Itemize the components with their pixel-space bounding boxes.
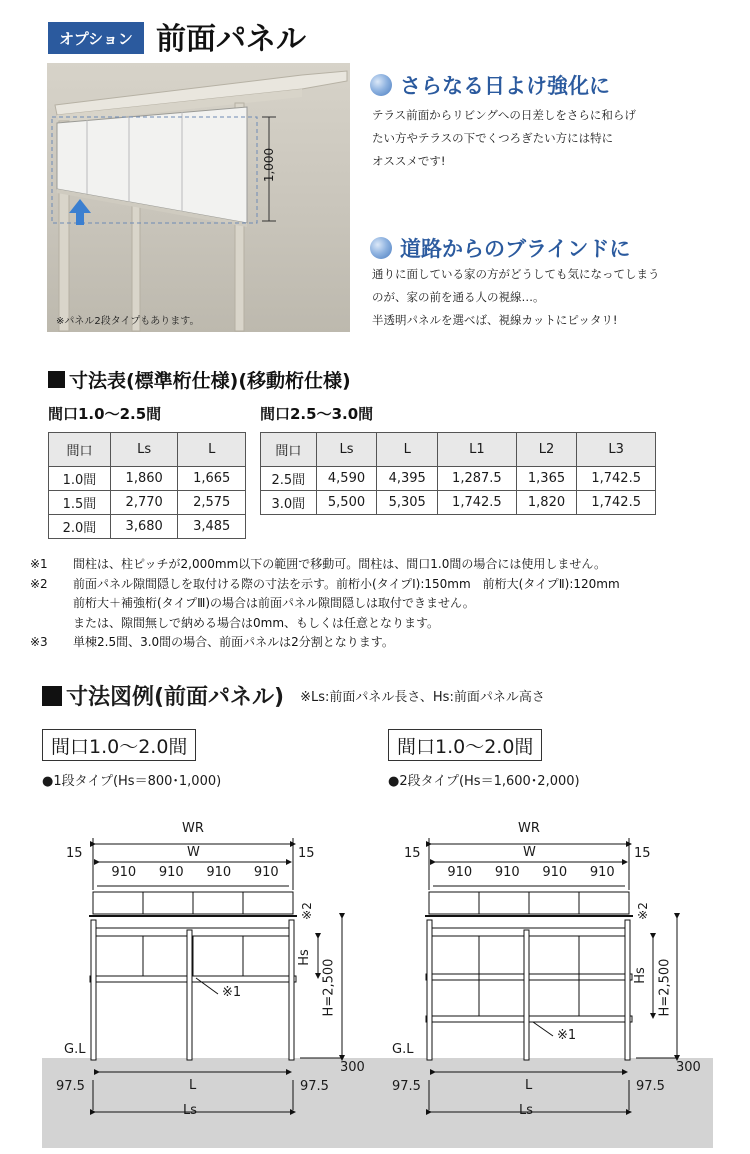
side-label-right: 15 <box>298 846 315 861</box>
note-row <box>30 594 620 614</box>
table-cell: 2.5間 <box>261 467 317 491</box>
feature-line: テラス前面からリビングへの日差しをさらに和らげ <box>372 108 636 122</box>
diagram-type-2: ●2段タイプ(Hs＝1,600･2,000) <box>388 774 580 789</box>
section-note: ※Ls:前面パネル長さ、Hs:前面パネル高さ <box>300 690 545 705</box>
edge-label-right: 97.5 <box>636 1079 665 1094</box>
gl-label: G.L <box>64 1042 86 1057</box>
feature-heading-1 <box>370 70 610 100</box>
table-row <box>261 467 656 491</box>
table-cell: 1.0間 <box>49 467 111 491</box>
table-cell: 5,500 <box>316 491 377 515</box>
dimension-table-2 <box>260 432 656 515</box>
feature-line: たい方やテラスの下でくつろぎたい方には特に <box>372 131 614 145</box>
note-row <box>30 614 620 634</box>
note1-label: ※1 <box>222 985 242 1000</box>
pitch-label: 910 <box>253 865 279 880</box>
feature-text-1 <box>372 104 636 173</box>
table-cell: 1.5間 <box>49 491 111 515</box>
square-bullet-icon <box>42 686 62 706</box>
bullet-icon <box>370 237 392 259</box>
square-bullet-icon <box>48 371 65 388</box>
dimension-table-heading <box>48 366 351 393</box>
side-label-left: 15 <box>66 846 83 861</box>
table-cell: 2,770 <box>110 491 178 515</box>
page-title: 前面パネル <box>156 22 306 57</box>
table1-title: 間口1.0～2.5間 <box>48 405 162 423</box>
diagram-heading <box>42 680 545 711</box>
feature-heading-2 <box>370 233 630 263</box>
note-mark: ※2 <box>30 576 48 591</box>
note2-label: ※2 <box>299 902 314 920</box>
table-row <box>49 491 246 515</box>
edge-label-right: 97.5 <box>300 1079 329 1094</box>
table-row <box>49 467 246 491</box>
table-cell: 3,680 <box>110 515 178 539</box>
note-text: または、隙間無しで納める場合は0mm、もしくは任意となります。 <box>73 615 440 630</box>
feature-text-2 <box>372 263 660 332</box>
table-cell: 2.0間 <box>49 515 111 539</box>
feature-line: 通りに面している家の方がどうしても気になってしまう <box>372 267 660 281</box>
terrace-illustration <box>47 63 350 332</box>
dimension-table-1 <box>48 432 246 539</box>
hs-label: Hs <box>296 949 312 966</box>
table-cell: 1,742.5 <box>577 491 656 515</box>
table-header-cell: 間口 <box>49 433 111 467</box>
table-cell: 1,742.5 <box>438 491 517 515</box>
table-cell: 1,287.5 <box>438 467 517 491</box>
table-row <box>261 491 656 515</box>
table-cell: 1,820 <box>516 491 577 515</box>
ls-label: Ls <box>519 1103 534 1118</box>
note-mark: ※3 <box>30 635 48 649</box>
bullet-icon <box>370 74 392 96</box>
table-header-cell: 間口 <box>261 433 317 467</box>
table-header-cell: L2 <box>516 433 577 467</box>
hs-label: Hs <box>632 967 648 984</box>
pitch-label: 910 <box>447 865 473 880</box>
table-header-cell: Ls <box>110 433 178 467</box>
table-header-cell: L <box>178 433 246 467</box>
l-label: L <box>525 1078 533 1093</box>
note-text: 間柱は、柱ピッチが2,000mm以下の範囲で移動可。間柱は、間口1.0間の場合には使用しません。 <box>73 557 607 571</box>
table-cell: 3.0間 <box>261 491 317 515</box>
section-title: 寸法図例(前面パネル) <box>66 685 285 710</box>
edge-label-left: 97.5 <box>56 1079 85 1094</box>
ls-label: Ls <box>183 1103 198 1118</box>
note-mark <box>30 594 73 614</box>
feature-line: のが、家の前を通る人の視線…。 <box>372 290 545 304</box>
photo-caption: ※パネル2段タイプもあります。 <box>56 316 200 327</box>
feature-heading-text: 道路からのブラインドに <box>400 237 631 261</box>
edge-label-left: 97.5 <box>392 1079 421 1094</box>
feature-heading-text: さらなる日よけ強化に <box>400 74 610 98</box>
section-title: 寸法表(標準桁仕様)(移動桁仕様) <box>69 370 351 392</box>
pitch-label: 910 <box>158 865 184 880</box>
note-text: 前面パネル隙間隠しを取付ける際の寸法を示す。前桁小(タイプⅠ):150mm 前桁大(タイプⅡ):120mm <box>73 576 620 591</box>
l-label: L <box>189 1078 197 1093</box>
table2-title: 間口2.5～3.0間 <box>260 405 374 423</box>
notes <box>30 555 620 653</box>
table-header-row <box>49 433 246 467</box>
table-cell: 1,365 <box>516 467 577 491</box>
note-mark <box>30 614 73 634</box>
table-cell: 2,575 <box>178 491 246 515</box>
diagram-range-label-1: 間口1.0～2.0間 <box>42 729 196 761</box>
side-label-left: 15 <box>404 846 421 861</box>
depth-label: 300 <box>340 1060 365 1075</box>
gl-label: G.L <box>392 1042 414 1057</box>
depth-label: 300 <box>676 1060 701 1075</box>
table-header-cell: L1 <box>438 433 517 467</box>
table-cell: 5,305 <box>377 491 438 515</box>
note-text: 単棟2.5間、3.0間の場合、前面パネルは2分割となります。 <box>73 635 394 649</box>
note2-label: ※2 <box>635 902 650 920</box>
pitch-labels <box>100 865 290 880</box>
wr-label: WR <box>518 821 540 836</box>
note-row <box>30 555 620 575</box>
note1-label: ※1 <box>557 1028 577 1043</box>
pitch-label: 910 <box>589 865 615 880</box>
table-cell: 1,665 <box>178 467 246 491</box>
table-header-cell: Ls <box>316 433 377 467</box>
table-cell: 1,742.5 <box>577 467 656 491</box>
note-row <box>30 575 620 595</box>
option-badge: オプション <box>48 22 144 54</box>
table-cell: 1,860 <box>110 467 178 491</box>
side-label-right: 15 <box>634 846 651 861</box>
note-row <box>30 633 620 653</box>
diagram-type-1: ●1段タイプ(Hs＝800･1,000) <box>42 774 222 789</box>
wr-label: WR <box>182 821 204 836</box>
pitch-label: 910 <box>111 865 137 880</box>
product-photo <box>47 63 350 332</box>
photo-dimension-label: 1,000 <box>262 147 277 183</box>
pitch-label: 910 <box>206 865 232 880</box>
diagram-range-label-2: 間口1.0～2.0間 <box>388 729 542 761</box>
table-header-cell: L3 <box>577 433 656 467</box>
pitch-labels <box>436 865 626 880</box>
feature-line: 半透明パネルを選べば、視線カットにピッタリ! <box>372 313 618 327</box>
pitch-label: 910 <box>494 865 520 880</box>
pitch-label: 910 <box>542 865 568 880</box>
h-label: H=2,500 <box>321 958 337 1017</box>
note-text: 前桁大＋補強桁(タイプⅢ)の場合は前面パネル隙間隠しは取付できません。 <box>73 596 475 610</box>
table-header-row <box>261 433 656 467</box>
feature-line: オススメです! <box>372 154 446 168</box>
table-cell: 4,590 <box>316 467 377 491</box>
table-cell: 3,485 <box>178 515 246 539</box>
table-header-cell: L <box>377 433 438 467</box>
w-label: W <box>523 845 536 860</box>
note-mark: ※1 <box>30 557 48 571</box>
table-row <box>49 515 246 539</box>
table-cell: 4,395 <box>377 467 438 491</box>
h-label: H=2,500 <box>657 958 673 1017</box>
w-label: W <box>187 845 200 860</box>
